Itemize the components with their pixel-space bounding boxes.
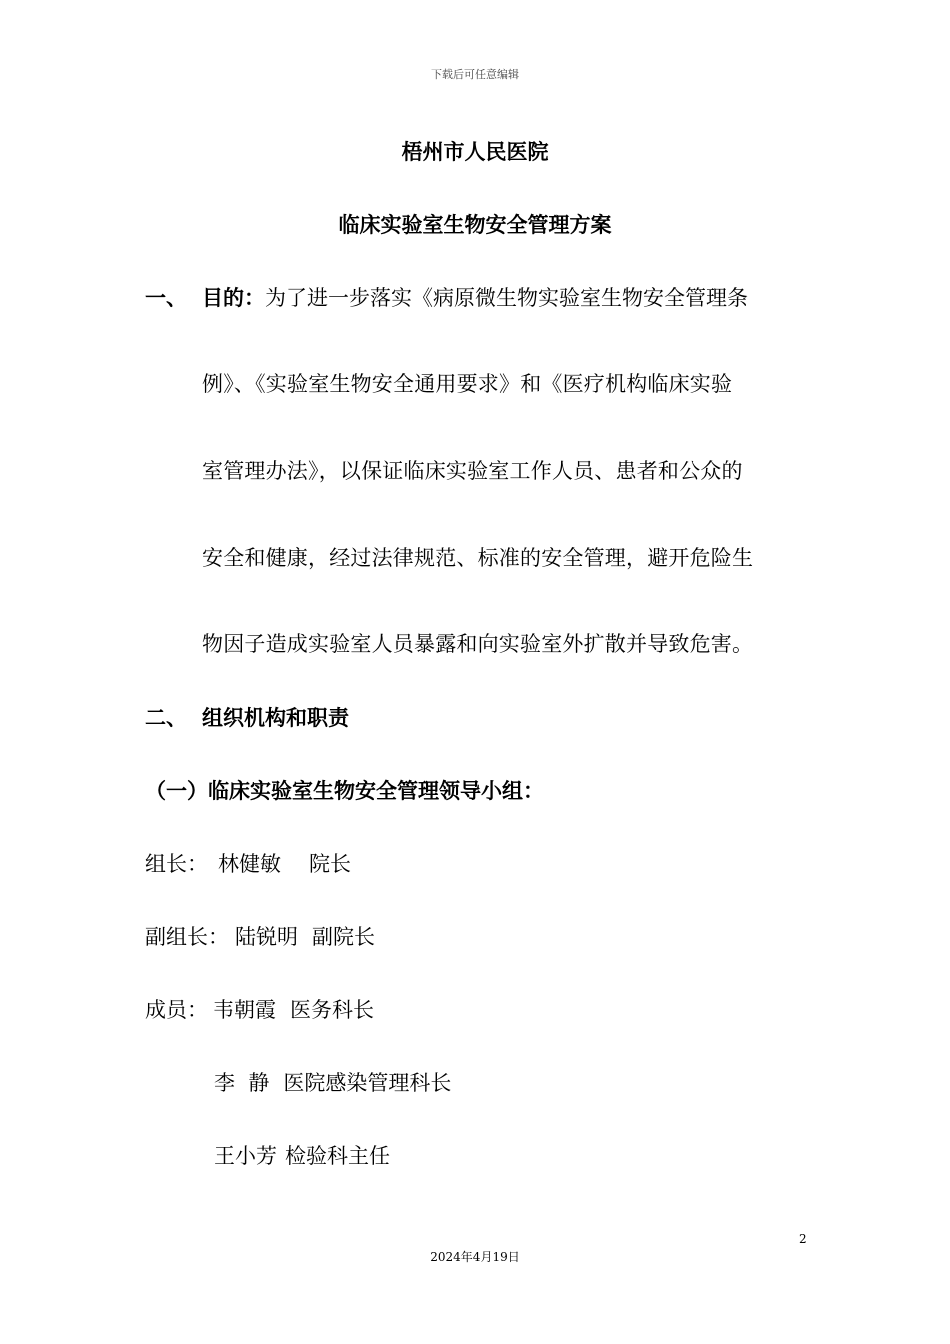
leader-name: 林健敏 (218, 852, 281, 876)
section2-heading (145, 703, 349, 733)
member2-name: 李 静 (214, 1071, 270, 1095)
member1-name: 韦朝霞 (213, 998, 276, 1022)
section2-number: 二、 (145, 706, 187, 730)
subsection1-heading: （一）临床实验室生物安全管理领导小组： (145, 779, 544, 803)
member1-title: 医务科长 (290, 998, 374, 1022)
section1-line-3: 室管理办法》，以保证临床实验室工作人员、患者和公众的 (202, 459, 743, 483)
member3-title: 检验科主任 (285, 1144, 390, 1168)
deputy-name: 陆锐明 (235, 925, 298, 949)
member-row-2 (214, 1068, 451, 1098)
header-note: 下载后可任意编辑 (431, 68, 519, 81)
deputy-row (145, 922, 375, 952)
member3-name: 王小芳 (214, 1144, 277, 1168)
deputy-role: 副组长： (145, 925, 229, 949)
leader-row (145, 849, 351, 879)
section1-line-5: 物因子造成实验室人员暴露和向实验室外扩散并导致危害。 (202, 632, 754, 656)
document-title-hospital: 梧州市人民医院 (401, 140, 549, 164)
section1-heading (145, 283, 748, 313)
leader-role: 组长： (145, 852, 208, 876)
deputy-title: 副院长 (312, 925, 375, 949)
section1-line-1: 为了进一步落实《病原微生物实验室生物安全管理条 (265, 286, 748, 310)
member-role: 成员： (145, 998, 208, 1022)
page-number: 2 (799, 1232, 807, 1246)
member-row-3 (214, 1141, 390, 1171)
member-row-1 (145, 995, 374, 1025)
member2-title: 医院感染管理科长 (283, 1071, 452, 1095)
section1-line-2: 例》、《实验室生物安全通用要求》和《医疗机构临床实验 (202, 372, 733, 396)
section2-label: 组织机构和职责 (202, 706, 349, 730)
leader-title: 院长 (309, 852, 351, 876)
section1-line-4: 安全和健康，经过法律规范、标准的安全管理，避开危险生 (202, 546, 754, 570)
section1-number: 一、 (145, 286, 187, 310)
footer-date: 2024年4月19日 (430, 1250, 520, 1264)
section1-label: 目的： (202, 286, 265, 310)
document-title-plan: 临床实验室生物安全管理方案 (338, 213, 612, 237)
